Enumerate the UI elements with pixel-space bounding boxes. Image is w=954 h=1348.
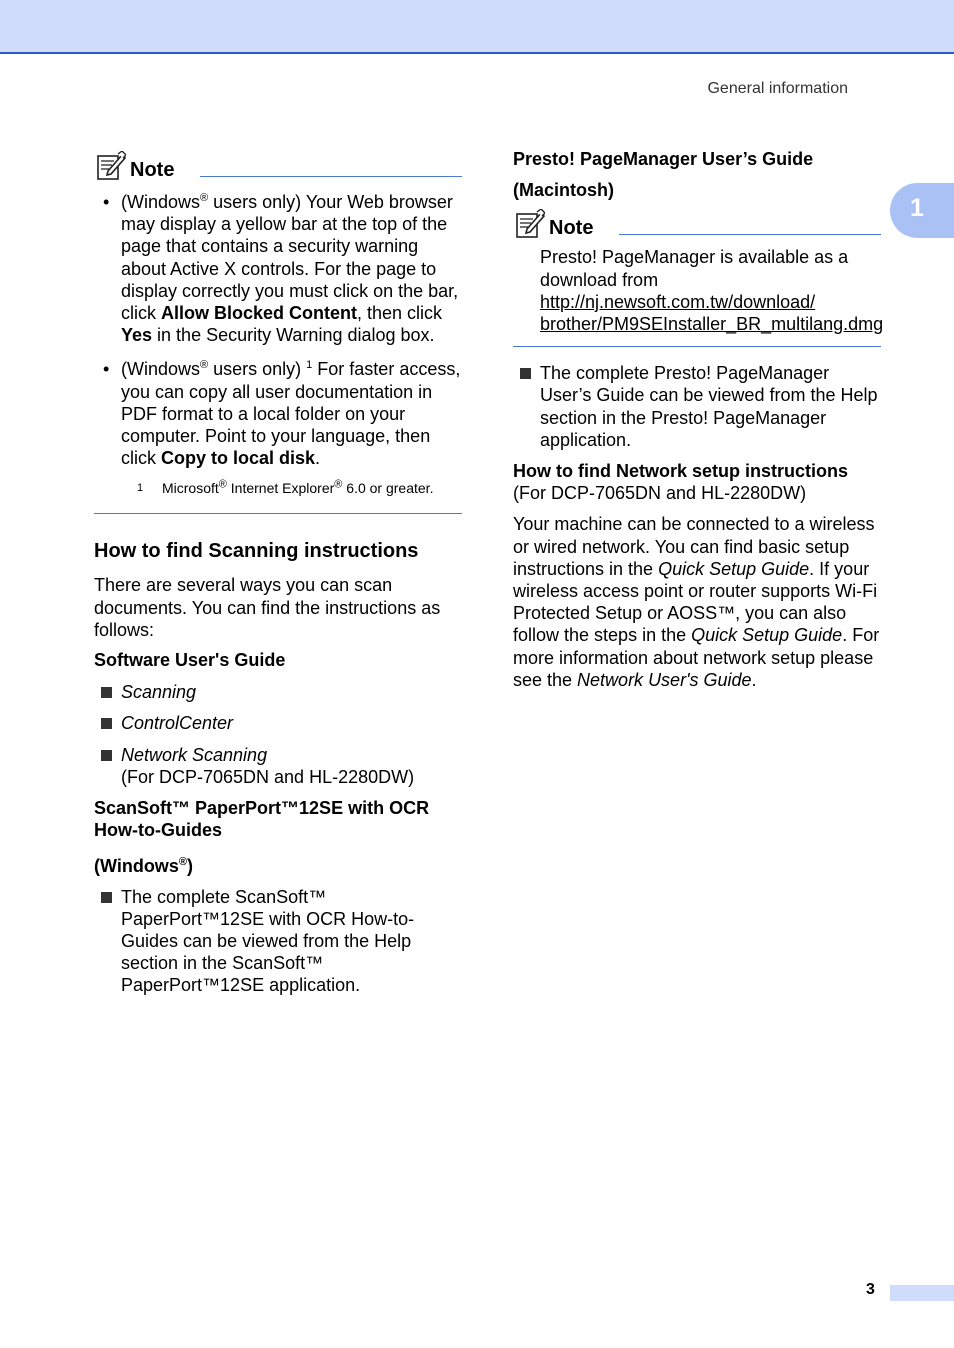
note-title: Note — [130, 159, 175, 181]
ocr-heading: ScanSoft™ PaperPort™12SE with OCR How-to-Guides — [94, 798, 430, 841]
list-item: The complete Presto! PageManager User’s Guide can be viewed from the Help section in the Presto! PageManager application. — [513, 362, 881, 451]
note-header — [94, 145, 462, 185]
square-bullet-icon — [101, 892, 112, 903]
mac-heading: (Macintosh) — [513, 180, 614, 201]
right-column — [513, 145, 884, 691]
network-heading: How to find Network setup instructions — [513, 461, 849, 482]
square-bullet-icon — [101, 718, 112, 729]
network-paragraph: Your machine can be connected to a wireless or wired network. You can find basic setup instructions in the Quick Setup Guide. If your wireless access point or router supports Wi-Fi Protected Setup or AOSS™, you can also follow the steps in the Quick Setup Guide. For more information about network setup please see the Network User's Guide. — [513, 514, 880, 690]
presto-heading: Presto! PageManager User’s Guide — [513, 149, 814, 169]
note-rule — [200, 176, 462, 177]
windows-heading: (Windows®) — [94, 856, 193, 877]
chapter-number: 1 — [910, 194, 924, 222]
note-bottom-rule — [513, 346, 881, 347]
note-header — [513, 203, 881, 243]
footer-bar — [890, 1285, 954, 1301]
chapter-tab — [890, 183, 954, 238]
list-item: ControlCenter — [94, 712, 462, 734]
note-rule — [619, 234, 881, 235]
bullet-dot: • — [103, 192, 110, 212]
note-title: Note — [549, 217, 594, 240]
left-column — [94, 145, 462, 997]
running-header: General information — [707, 80, 848, 97]
note-item: • (Windows® users only) Your Web browser may display a yellow bar at the top of the page that contains a security warning about Active X controls. For the page to display correctly you must click on the bar, click Allow Blocked Content, then click Yes in the Security Warning dialog box. — [103, 192, 459, 346]
software-heading: Software User's Guide — [94, 650, 286, 671]
note-pencil-icon — [96, 151, 126, 181]
footnote: 1 Microsoft® Internet Explorer® 6.0 or greater. — [137, 478, 434, 497]
top-banner — [0, 0, 954, 54]
section-heading: How to find Scanning instructions — [94, 540, 419, 563]
square-bullet-icon — [101, 687, 112, 698]
note-list — [94, 191, 462, 469]
page-number: 3 — [866, 1281, 875, 1298]
note-body — [513, 246, 884, 335]
download-link[interactable]: http://nj.newsoft.com.tw/download/ — [540, 291, 816, 312]
square-bullet-icon — [520, 368, 531, 379]
list-item: The complete ScanSoft™ PaperPort™12SE with OCR How-to-Guides can be viewed from the Help section in the ScanSoft™ PaperPort™12SE application. — [94, 886, 462, 997]
square-bullet-icon — [101, 750, 112, 761]
list-item: Scanning — [94, 681, 462, 703]
software-list — [94, 681, 462, 788]
note-item: • (Windows® users only) $^1$ For faster access, you can copy all user documentation in PDF format to a local folder on your computer. Point to your language, then click Copy to local disk. — [103, 359, 461, 469]
note-bottom-rule — [94, 513, 462, 514]
note-text: Presto! PageManager is available as a download from — [540, 247, 849, 290]
download-link-continued[interactable]: brother/PM9SEInstaller_BR_multilang.dmg — [540, 314, 884, 335]
note-pencil-icon — [515, 209, 545, 239]
footnote-ref[interactable]: 1 — [306, 359, 313, 372]
ocr-list — [94, 886, 462, 997]
network-sub: (For DCP-7065DN and HL-2280DW) — [513, 483, 807, 504]
bullet-dot: • — [103, 359, 110, 380]
presto-list — [513, 362, 881, 451]
intro-paragraph: There are several ways you can scan documents. You can find the instructions as follows: — [94, 575, 441, 640]
list-item: Network Scanning (For DCP-7065DN and HL-2280DW) — [94, 744, 462, 788]
